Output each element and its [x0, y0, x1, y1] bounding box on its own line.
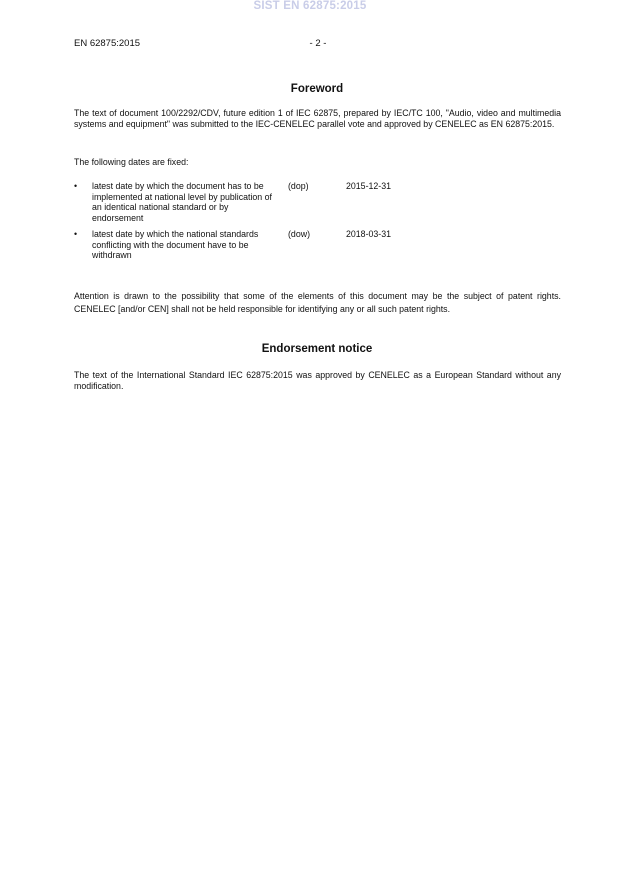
date-item-dop [74, 181, 561, 229]
bullet-icon: • [74, 229, 78, 239]
watermark: SIST EN 62875:2015 [253, 0, 367, 12]
date-code: (dop) [288, 181, 309, 191]
date-code: (dow) [288, 229, 310, 239]
endorsement-text: The text of the International Standard IEC 62875:2015 was approved by CENELEC as a European Standard without any modification. [74, 370, 561, 391]
document-id: EN 62875:2015 [74, 38, 141, 49]
date-description: latest date by which the national standards conflicting with the document have to be withdrawn [92, 229, 259, 261]
date-value: 2018-03-31 [346, 229, 391, 239]
bullet-icon: • [74, 181, 78, 191]
date-description: latest date by which the document has to be implemented at national level by publication of an identical national standard or by endorsement [92, 181, 272, 223]
foreword-intro: The text of document 100/2292/CDV, future edition 1 of IEC 62875, prepared by IEC/TC 100, "Audio, video and multimedia systems and equipment" was submitted to the IEC-CENELEC parallel vote and approved by CENELEC as EN 62875:2015. [74, 108, 561, 129]
endorsement-title: Endorsement notice [261, 343, 373, 355]
dates-intro: The following dates are fixed: [74, 157, 189, 167]
date-item-dow [74, 229, 561, 265]
page-number: - 2 - [309, 38, 327, 49]
foreword-title: Foreword [290, 83, 344, 95]
patent-notice: Attention is drawn to the possibility that some of the elements of this document may be the subject of patent rights. CENELEC [and/or CEN] shall not be held responsible for identifying any or all such patent rights. [74, 291, 561, 314]
dates-list [74, 181, 561, 265]
date-value: 2015-12-31 [346, 181, 391, 191]
